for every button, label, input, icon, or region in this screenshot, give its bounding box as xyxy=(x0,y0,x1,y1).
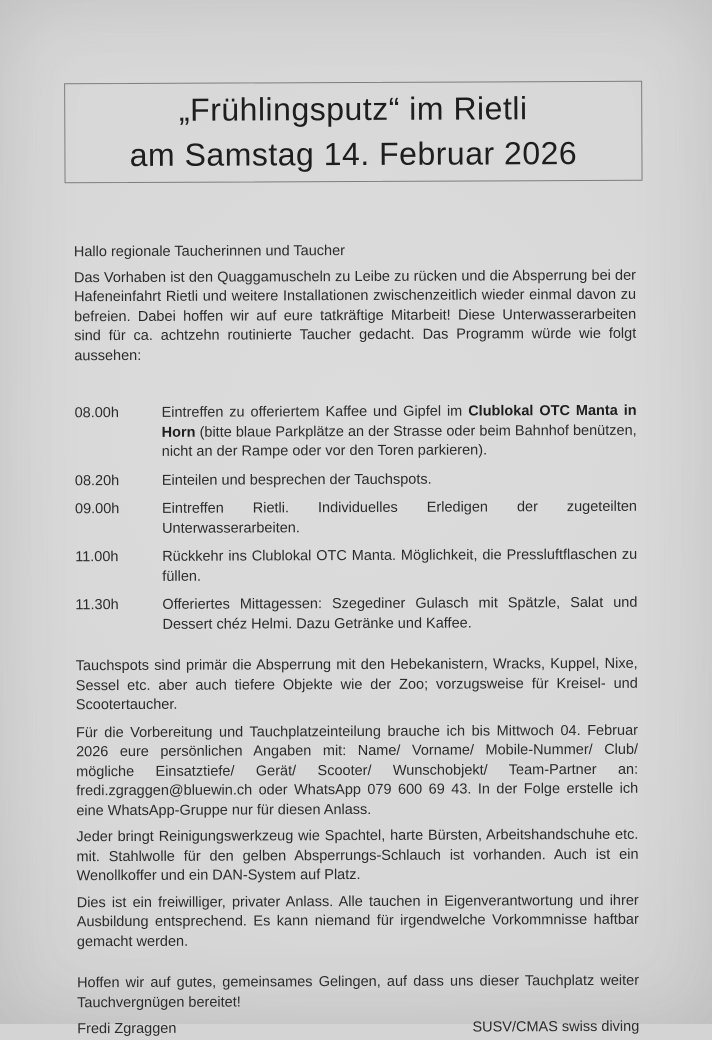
schedule-description: Einteilen und besprechen der Tauchspots. xyxy=(161,471,432,489)
schedule-description: Offeriertes Mittagessen: Szegediner Gulasch mit Spätzle, Salat und Dessert chéz Helmi. Dazu Getränke und Kaffee. xyxy=(162,594,638,633)
schedule-time: 08.20h xyxy=(74,472,120,489)
schedule-description xyxy=(162,402,637,463)
intro-paragraph: Das Vorhaben ist den Quaggamuscheln zu Leibe zu rücken und die Absperrung bei der Hafeneinfahrt Rietli und weitere Installationen zwischenzeitlich wieder einmal davon zu befreien. Dabei hoffen wir auf eure tatkräftige Mitarbeit! Diese Unterwasserarbeiten sind für ca. achtzehn routinierte Taucher gedacht. Das Programm würde wie folgt aussehen: xyxy=(73,267,637,364)
paragraph-werkzeug: Jeder bringt Reinigungswerkzeug wie Spachtel, harte Bürsten, Arbeitshandschuhe etc. mit. Stahlwolle für den gelben Absperrungs-Schlauch ist vorhanden. Auch ist ein Wenollkoffer und ein DAN-System auf Platz. xyxy=(76,826,639,885)
schedule-time: 11.30h xyxy=(75,597,119,614)
schedule-text-pre: Eintreffen zu offeriertem Kaffee und Gipfel im xyxy=(161,403,469,421)
document-title-line2: am Samstag 14. Februar 2026 xyxy=(129,135,578,173)
closing-paragraph: Hoffen wir auf gutes, gemeinsames Gelingen, auf dass uns dieser Tauchplatz weiter Tauchvergnügen bereitet! xyxy=(77,972,640,1011)
schedule-time: 09.00h xyxy=(74,501,120,518)
title-box xyxy=(64,81,642,184)
greeting-text: Hallo regionale Taucherinnen und Taucher xyxy=(73,243,346,261)
schedule-row-1100 xyxy=(75,546,637,587)
schedule-row-0900 xyxy=(75,498,637,539)
schedule-description: Eintreffen Rietli. Individuelles Erledigen der zugeteilten Unterwasserarbeiten. xyxy=(161,498,638,537)
signature-row xyxy=(77,1018,639,1040)
paragraph-vorbereitung: Für die Vorbereitung und Tauchplatzeinteilung brauche ich bis Mittwoch 04. Februar 2026 eure persönlichen Angaben mit: Name/ Vorname/ Mobile-Nummer/ Club/ mögliche Einsatztiefe/ Gerät/ Scooter/ Wunschobjekt/ Team-Partner an: fredi.zgraggen@bluewin.ch oder WhatsApp 079 600 69 43. In der Folge erstelle ich eine WhatsApp-Gruppe nur für diesen Anlass. xyxy=(75,722,639,819)
schedule-text-bold: Clublokal OTC Manta in Horn xyxy=(161,402,637,441)
schedule-time: 08.00h xyxy=(74,405,119,422)
schedule-list xyxy=(75,402,638,635)
schedule-row-0820 xyxy=(75,469,637,491)
schedule-text-post: (bitte blaue Parkplätze an der Strasse oder beim Bahnhof benützen, nicht an der Rampe oder vor den Toren parkieren). xyxy=(161,422,637,460)
schedule-row-1130 xyxy=(75,594,637,635)
schedule-time: 11.00h xyxy=(75,549,119,566)
signature-author: Fredi Zgraggen xyxy=(77,1020,177,1038)
document-title-line1: „Frühlingsputz“ im Rietli xyxy=(178,90,528,128)
paragraph-haftung: Dies ist ein freiwilliger, privater Anlass. Alle tauchen in Eigenverantwortung und ihrer Ausbildung entsprechend. Es kann niemand für irgendwelche Vorkommnisse haftbar gemacht werden. xyxy=(76,892,639,950)
signature-organization: SUSV/CMAS swiss diving xyxy=(472,1018,640,1036)
paragraph-tauchspots: Tauchspots sind primär die Absperrung mit den Hebekanistern, Wracks, Kuppel, Nixe, Sessel etc. aber auch tiefere Objekte wie der Zoo; vorzugsweise für Kreisel- und Scootertaucher. xyxy=(75,655,638,714)
schedule-row-0800 xyxy=(75,402,637,463)
schedule-description: Rückkehr ins Clublokal OTC Manta. Möglichkeit, die Pressluftflaschen zu füllen. xyxy=(162,546,638,585)
